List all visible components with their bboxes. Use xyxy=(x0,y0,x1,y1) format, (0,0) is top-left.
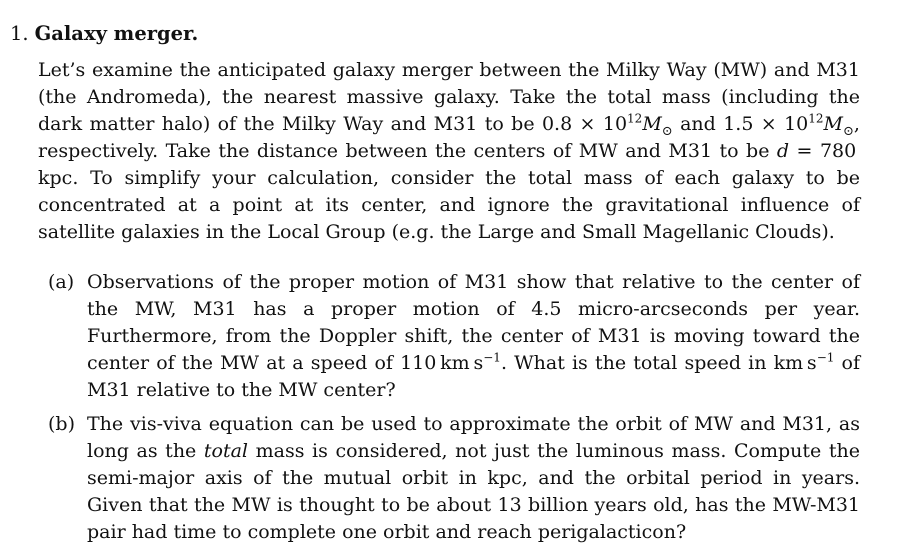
intro-text-1: Let’s examine the anticipated galaxy merger between the Milky Way (MW) and M31 (the Andromeda), the nearest massive galaxy. Take the total mass (including the dark matter halo) of the Milky Way and M31 to be xyxy=(38,59,860,135)
intro-text-3: , respectively. Take the distance between the centers of MW and M31 to be xyxy=(38,113,860,162)
intro-text-2: and xyxy=(672,113,724,135)
distance-value: d = 780 kpc xyxy=(38,140,861,189)
m31-mass: $1.5 \times 10^{12}M_⊙$ xyxy=(723,111,854,139)
part-a-label: (a) xyxy=(48,271,75,293)
part-a-text: Observations of the proper motion of M31 show that relative to the center of the MW, M31 has a proper motion of 4.5 micro-arcseconds per year. Furthermore, from the Doppler shift, the center of M31 is moving toward the center of the MW at a speed of 110 km $s^{-1}$. What is the total speed in km $s^{-1}$ of M31 relative to the MW center? xyxy=(87,271,860,401)
intro-paragraph xyxy=(38,57,860,246)
problem-heading xyxy=(10,22,198,46)
intro-text-4: . To simplify your calculation, consider the total mass of each galaxy to be concentrated at a point at its center, and ignore the gravitational influence of satellite galaxies in the Local Group (e.g. the Large and Small Magellanic Clouds). xyxy=(38,167,860,243)
problem-intro xyxy=(38,57,860,246)
emphasis-total: total xyxy=(203,440,249,462)
part-b-label: (b) xyxy=(48,413,75,435)
mw-mass: $0.8 \times 10^{12}M_⊙$ xyxy=(541,111,673,139)
problem-number: 1. xyxy=(10,22,29,45)
part-b-text: The vis-viva equation can be used to approximate the orbit of MW and M31, as long as the total mass is considered, not just the luminous mass. Compute the semi-major axis of the mutual orbit in kpc, and the orbital period in years. Given that the MW is thought to be about 13 billion years old, has the MW-M31 pair had time to complete one orbit and reach perigalacticon? xyxy=(87,413,860,543)
problem-title: Galaxy merger. xyxy=(34,22,199,45)
